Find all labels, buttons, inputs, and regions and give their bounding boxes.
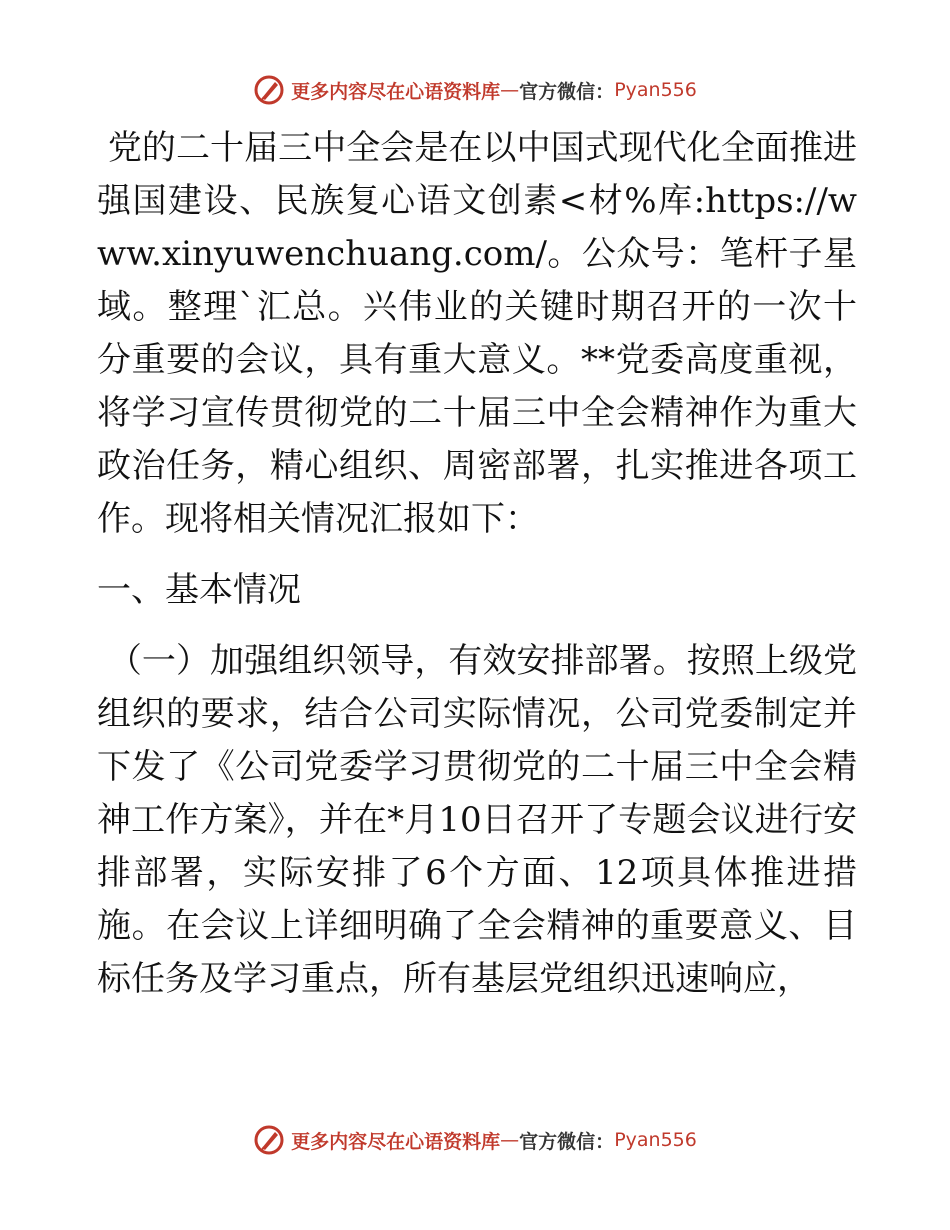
body-paragraph: （一）加强组织领导，有效安排部署。按照上级党组织的要求，结合公司实际情况，公司党委制定并下发了《公司党委学习贯彻党的二十届三中全会精神工作方案》，并在*月10日召开了专题会议进行安排部署，实际安排了6个方面、12项具体推进措施。在会议上详细明确了全会精神的重要意义、目标任务及学习重点，所有基层党组织迅速响应， <box>97 641 858 999</box>
quill-pen-icon <box>253 1124 285 1156</box>
section-heading: 一、基本情况 <box>97 570 301 610</box>
quill-pen-icon <box>253 74 285 106</box>
document-body <box>97 122 857 1006</box>
header-banner <box>0 70 950 110</box>
intro-paragraph: 党的二十届三中全会是在以中国式现代化全面推进强国建设、民族复心语文创素<材%库:https://www.xinyuwenchuang.com/。公众号：笔杆子星域。整理`汇总。兴伟业的关键时期召开的一次十分重要的会议，具有重大意义。**党委高度重视，将学习宣传贯彻党的二十届三中全会精神作为重大政治任务，精心组织、周密部署，扎实推进各项工作。现将相关情况汇报如下： <box>97 128 858 539</box>
banner-brand-text: 更多内容尽在心语资料库 <box>291 80 501 103</box>
banner-label: 官方微信： <box>519 1130 615 1153</box>
banner-brand-text: 更多内容尽在心语资料库 <box>291 1130 501 1153</box>
banner-dash: — <box>500 79 520 101</box>
banner-dash: — <box>500 1129 520 1151</box>
banner-label: 官方微信： <box>519 80 615 103</box>
footer-banner <box>0 1120 950 1160</box>
banner-handle: Pyan556 <box>614 1129 697 1151</box>
banner-handle: Pyan556 <box>614 79 697 101</box>
